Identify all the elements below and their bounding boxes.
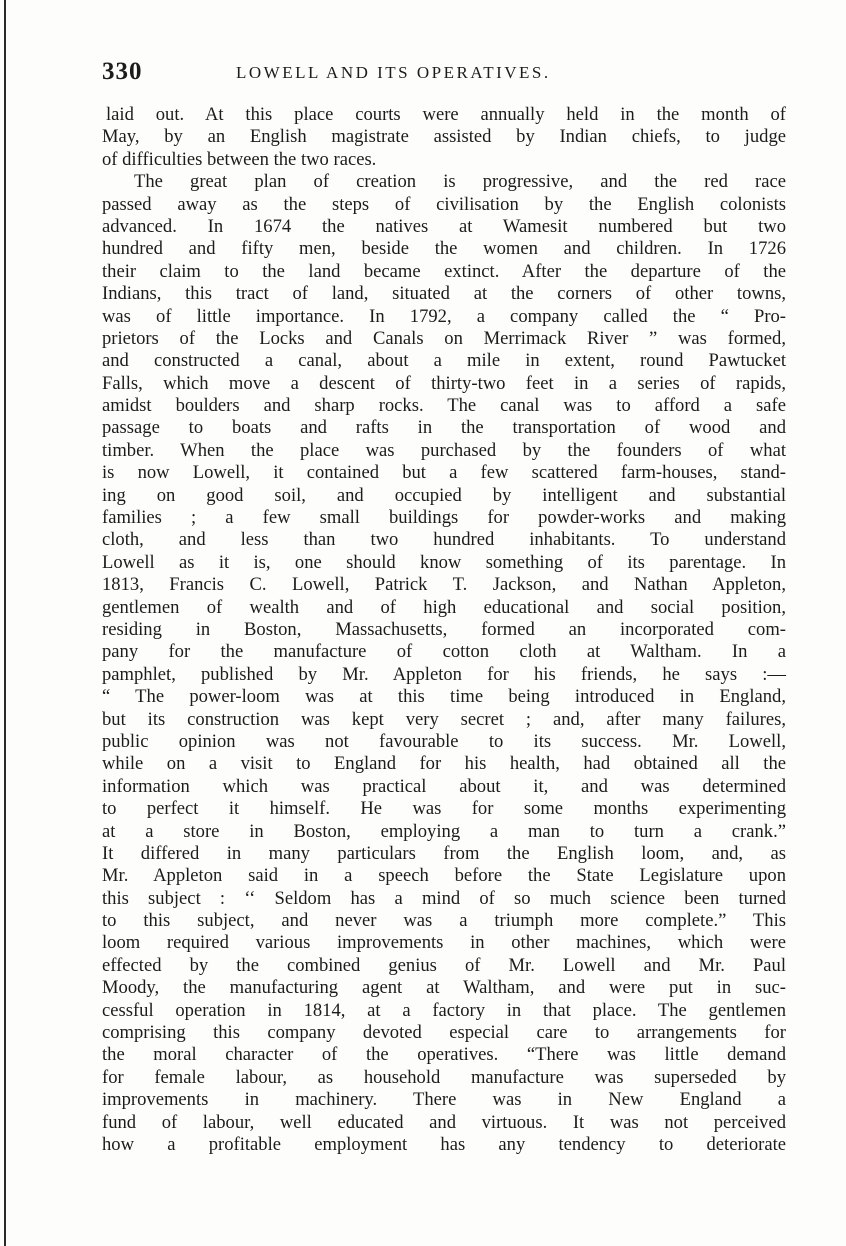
text-line: how a profitable employment has any tendency to deteriorate — [102, 1133, 786, 1155]
text-line: Lowell as it is, one should know something of its parentage. In — [102, 551, 786, 573]
text-line: while on a visit to England for his health, had obtained all the — [102, 753, 786, 775]
text-line: hundred and fifty men, beside the women and children. In 1726 — [102, 238, 786, 260]
page-edge-rule — [4, 0, 6, 1246]
text-line: laid out. At this place courts were annually held in the month of — [106, 104, 786, 125]
text-line: It differed in many particulars from the English loom, and, as — [102, 842, 786, 864]
text-line: of difficulties between the two races. — [102, 148, 377, 170]
text-line: this subject : ‘‘ Seldom has a mind of so much science been turned — [102, 887, 786, 909]
text-line: timber. When the place was purchased by the founders of what — [102, 439, 786, 461]
page-header — [102, 58, 822, 90]
text-line: but its construction was kept very secret ; and, after many failures, — [102, 708, 786, 730]
body-text — [102, 104, 786, 1156]
text-line: “ The power-loom was at this time being introduced in England, — [102, 686, 786, 708]
text-line: loom required various improvements in other machines, which were — [102, 932, 786, 954]
text-line: effected by the combined genius of Mr. Lowell and Mr. Paul — [102, 954, 786, 976]
text-line: the moral character of the operatives. “There was little demand — [102, 1044, 786, 1066]
text-line: cloth, and less than two hundred inhabitants. To understand — [102, 529, 786, 551]
text-line: prietors of the Locks and Canals on Merrimack River ” was formed, — [102, 327, 786, 349]
text-line: information which was practical about it, and was determined — [102, 775, 786, 797]
text-line: Indians, this tract of land, situated at the corners of other towns, — [102, 283, 786, 305]
text-line: passage to boats and rafts in the transportation of wood and — [102, 417, 786, 439]
text-line: Falls, which move a descent of thirty-two feet in a series of rapids, — [102, 372, 786, 394]
page-number: 330 — [102, 58, 143, 85]
text-line: fund of labour, well educated and virtuous. It was not perceived — [102, 1111, 786, 1133]
text-line: cessful operation in 1814, at a factory in that place. The gentlemen — [102, 999, 786, 1021]
text-line: to this subject, and never was a triumph more complete.” This — [102, 910, 786, 932]
running-head: LOWELL AND ITS OPERATIVES. — [236, 63, 551, 82]
text-line: pany for the manufacture of cotton cloth at Waltham. In a — [102, 641, 786, 663]
text-line: Moody, the manufacturing agent at Waltham, and were put in suc- — [102, 977, 786, 999]
text-line: 1813, Francis C. Lowell, Patrick T. Jackson, and Nathan Appleton, — [102, 574, 786, 596]
text-line: at a store in Boston, employing a man to turn a crank.” — [102, 820, 786, 842]
text-line: public opinion was not favourable to its success. Mr. Lowell, — [102, 730, 786, 752]
text-line: comprising this company devoted especial care to arrangements for — [102, 1022, 786, 1044]
text-line: is now Lowell, it contained but a few scattered farm-houses, stand- — [102, 462, 786, 484]
text-line: Mr. Appleton said in a speech before the State Legislature upon — [102, 865, 786, 887]
text-line: residing in Boston, Massachusetts, formed an incorporated com- — [102, 618, 786, 640]
text-line: for female labour, as household manufacture was superseded by — [102, 1066, 786, 1088]
text-line: The great plan of creation is progressive, and the red race — [134, 171, 786, 193]
text-line: families ; a few small buildings for powder-works and making — [102, 507, 786, 529]
text-line: and constructed a canal, about a mile in extent, round Pawtucket — [102, 350, 786, 372]
text-line: May, by an English magistrate assisted by Indian chiefs, to judge — [102, 126, 786, 148]
text-line: ing on good soil, and occupied by intelligent and substantial — [102, 484, 786, 506]
text-line: pamphlet, published by Mr. Appleton for his friends, he says :— — [102, 663, 786, 685]
text-line: gentlemen of wealth and of high educational and social position, — [102, 596, 786, 618]
text-line: was of little importance. In 1792, a company called the “ Pro- — [102, 305, 786, 327]
text-line: advanced. In 1674 the natives at Wamesit numbered but two — [102, 215, 786, 237]
text-line: to perfect it himself. He was for some months experimenting — [102, 798, 786, 820]
text-line: their claim to the land became extinct. After the departure of the — [102, 260, 786, 282]
text-line: improvements in machinery. There was in New England a — [102, 1089, 786, 1111]
text-line: amidst boulders and sharp rocks. The canal was to afford a safe — [102, 395, 786, 417]
text-line: passed away as the steps of civilisation by the English colonists — [102, 193, 786, 215]
